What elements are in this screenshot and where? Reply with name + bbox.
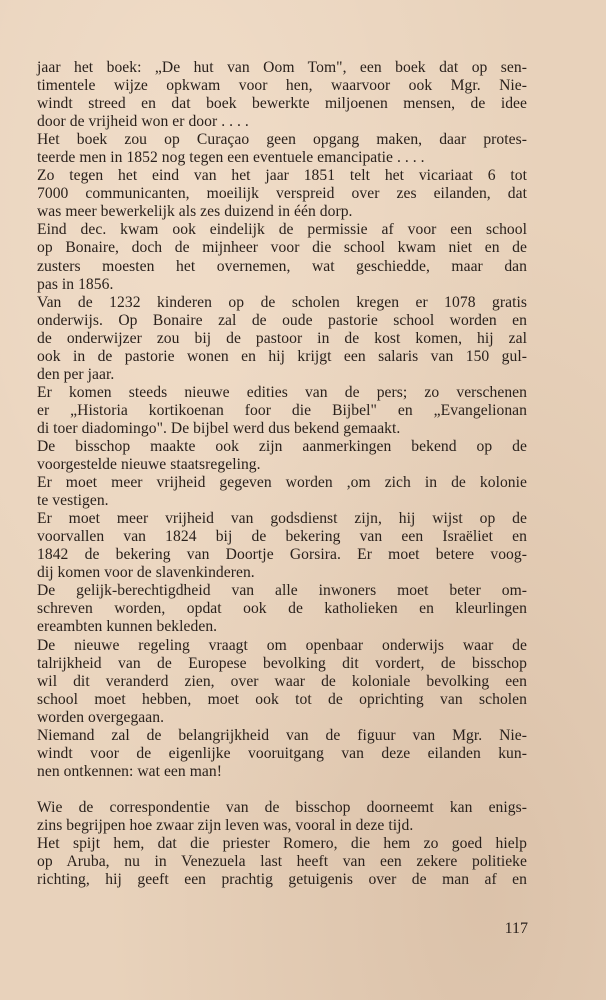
text-line: den per jaar. <box>37 365 115 383</box>
text-line: wil dit veranderd zien, over waar de koloniale bevolking een <box>37 672 527 690</box>
text-line: door de vrijheid won er door . . . . <box>37 113 249 131</box>
text-line: Er moet meer vrijheid gegeven worden ,om zich in de kolonie <box>37 474 527 492</box>
text-line: Er komen steeds nieuwe edities van de pers; zo verschenen <box>37 383 527 401</box>
text-line: de onderwijzer zou bij de pastoor in de kost komen, hij zal <box>37 329 527 347</box>
text-line: op Bonaire, doch de mijnheer voor die school kwam niet en de <box>37 239 527 257</box>
text-line: te vestigen. <box>37 492 109 510</box>
text-line: Wie de correspondentie van de bisschop doorneemt kan enigs- <box>37 798 527 816</box>
text-line: Niemand zal de belangrijkheid van de figuur van Mgr. Nie- <box>37 726 527 744</box>
text-line: was meer bewerkelijk als zes duizend in één dorp. <box>37 203 353 221</box>
text-line: Het spijt hem, dat die priester Romero, die hem zo goed hielp <box>37 834 527 852</box>
text-line: zusters moesten het overnemen, wat geschiedde, maar dan <box>37 257 527 275</box>
text-line: Eind dec. kwam ook eindelijk de permissie af voor een school <box>37 221 527 239</box>
text-line: De bisschop maakte ook zijn aanmerkingen bekend op de <box>37 437 527 455</box>
paragraph <box>37 474 527 510</box>
text-line: teerde men in 1852 nog tegen een eventuele emancipatie . . . . <box>37 149 425 167</box>
paragraph <box>37 438 527 474</box>
text-line: Er moet meer vrijheid van godsdienst zijn, hij wijst op de <box>37 510 527 528</box>
text-line: 1842 de bekering van Doortje Gorsira. Er moet betere voog- <box>37 546 527 564</box>
paragraph-gap <box>37 781 527 799</box>
text-line: er „Historia kortikoenan foor die Bijbel" en „Evangelionan <box>37 401 527 419</box>
paragraph <box>37 727 527 781</box>
paragraph <box>37 582 527 636</box>
text-line: di toer diadomingo". De bijbel werd dus bekend gemaakt. <box>37 419 401 437</box>
text-line: Het boek zou op Curaçao geen opgang maken, daar protes- <box>37 131 527 149</box>
paragraph <box>37 221 527 293</box>
text-line: nen ontkennen: wat een man! <box>37 762 222 780</box>
paragraph <box>37 799 527 835</box>
text-line: ereambten kunnen bekleden. <box>37 618 218 636</box>
text-line: op Aruba, nu in Venezuela last heeft van een zekere politieke <box>37 853 527 871</box>
text-line: voorgestelde nieuwe staatsregeling. <box>37 456 261 474</box>
text-line: 7000 communicanten, moeilijk verspreid over zes eilanden, dat <box>37 185 527 203</box>
text-line: richting, hij geeft een prachtig getuigenis over de man af en <box>37 871 527 889</box>
text-line: voorvallen van 1824 bij de bekering van een Israëliet en <box>37 528 527 546</box>
paragraph <box>37 384 527 438</box>
paragraph <box>37 59 527 131</box>
text-line: Zo tegen het eind van het jaar 1851 telt het vicariaat 6 tot <box>37 167 527 185</box>
text-line: De nieuwe regeling vraagt om openbaar onderwijs waar de <box>37 636 527 654</box>
paragraph <box>37 637 527 727</box>
text-line: schreven worden, opdat ook de katholieken en kleurlingen <box>37 600 527 618</box>
text-line: dij komen voor de slavenkinderen. <box>37 564 255 582</box>
text-line: school moet hebben, moet ook tot de oprichting van scholen <box>37 690 527 708</box>
text-line: windt streed en dat boek bewerkte miljoenen mensen, de idee <box>37 95 527 113</box>
text-line: onderwijs. Op Bonaire zal de oude pastorie school worden en <box>37 311 527 329</box>
paragraph <box>37 167 527 221</box>
paragraph <box>37 835 527 889</box>
body-text <box>37 59 527 889</box>
text-line: jaar het boek: „De hut van Oom Tom", een boek dat op sen- <box>37 59 527 76</box>
text-line: zins begrijpen hoe zwaar zijn leven was, vooral in deze tijd. <box>37 816 414 834</box>
text-line: windt voor de eigenlijke vooruitgang van deze eilanden kun- <box>37 744 527 762</box>
text-line: worden overgegaan. <box>37 708 165 726</box>
text-line: De gelijk-berechtigdheid van alle inwoners moet beter om- <box>37 582 527 600</box>
text-line: timentele wijze opkwam voor hen, waarvoor ook Mgr. Nie- <box>37 77 527 95</box>
page-number: 117 <box>504 920 528 937</box>
text-line: ook in de pastorie wonen en hij krijgt een salaris van 150 gul- <box>37 347 527 365</box>
text-line: pas in 1856. <box>37 275 114 293</box>
text-line: Van de 1232 kinderen op de scholen kregen er 1078 gratis <box>37 293 527 311</box>
paragraph <box>37 294 527 384</box>
paragraph <box>37 510 527 582</box>
text-line: talrijkheid van de Europese bevolking dit vordert, de bisschop <box>37 654 527 672</box>
paragraph <box>37 131 527 167</box>
